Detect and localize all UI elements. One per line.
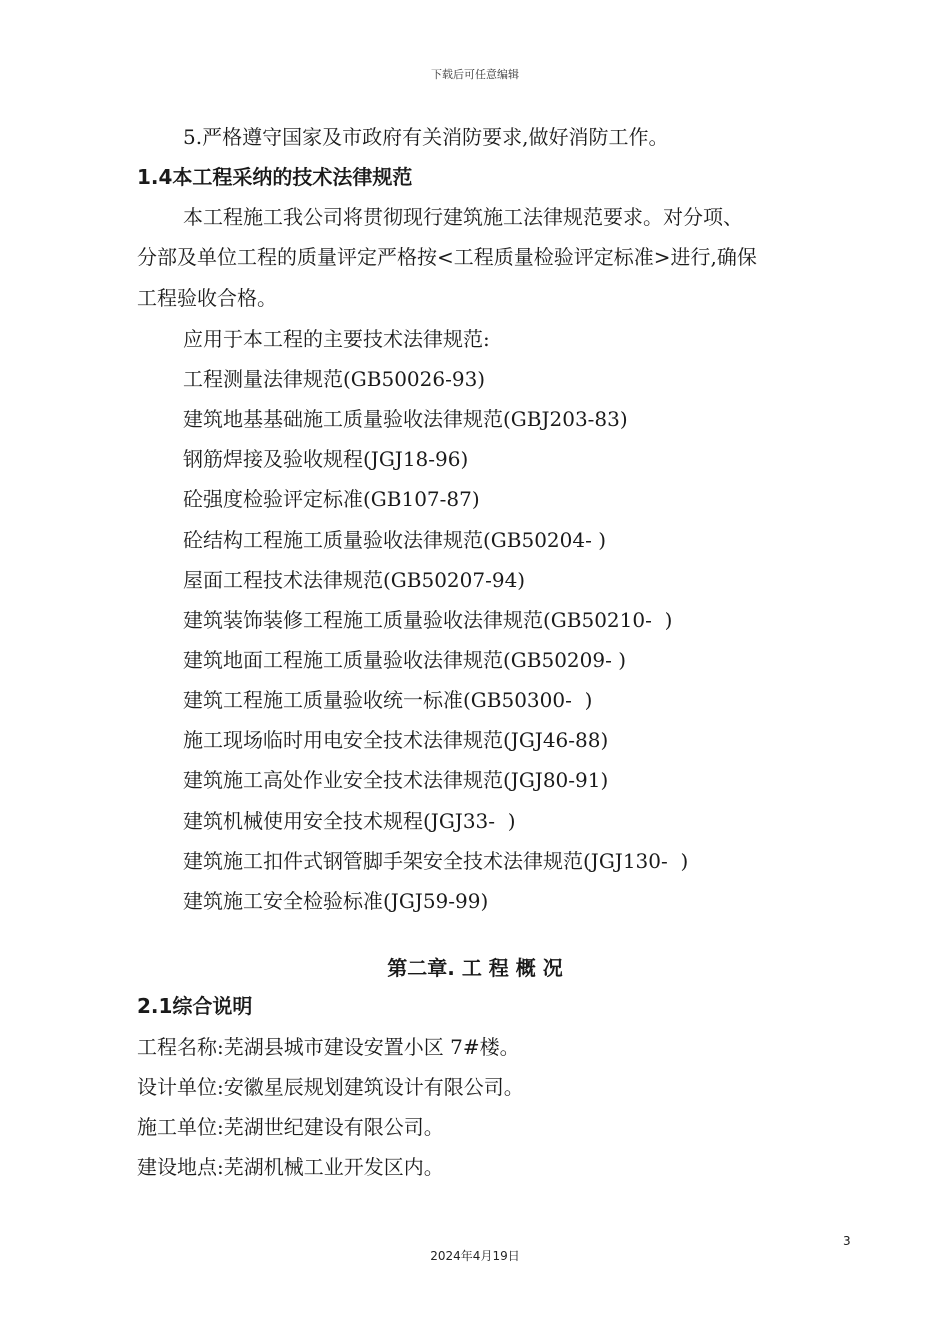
project-name-line: 工程名称:芜湖县城市建设安置小区 7#楼。 [137,1035,520,1059]
chapter-title: 第二章. 工 程 概 况 [387,956,563,980]
section-1-4-heading: 1.4本工程采纳的技术法律规范 [137,165,413,189]
standard-item: 工程测量法律规范(GB50026-93) [183,367,486,391]
section-1-4-paragraph-line-2: 分部及单位工程的质量评定严格按<工程质量检验评定标准>进行,确保 [137,245,757,269]
section-2-1-heading: 2.1综合说明 [137,994,253,1018]
standard-item: 屋面工程技术法律规范(GB50207-94) [183,568,526,592]
page-header: 下载后可任意编辑 [431,68,519,81]
intro-item: 5.严格遵守国家及市政府有关消防要求,做好消防工作。 [183,125,669,149]
standard-item: 建筑施工扣件式钢管脚手架安全技术法律规范(JGJ130- ) [183,849,689,873]
page-number: 3 [843,1234,851,1248]
standard-item: 施工现场临时用电安全技术法律规范(JGJ46-88) [183,728,609,752]
standards-list-intro: 应用于本工程的主要技术法律规范: [183,327,490,351]
section-1-4-paragraph-line-3: 工程验收合格。 [137,286,277,310]
standard-item: 建筑装饰装修工程施工质量验收法律规范(GB50210- ) [183,608,673,632]
standard-item: 建筑机械使用安全技术规程(JGJ33- ) [183,809,516,833]
standard-item: 砼强度检验评定标准(GB107-87) [183,487,480,511]
design-unit-line: 设计单位:安徽星辰规划建筑设计有限公司。 [137,1075,524,1099]
footer-date: 2024年4月19日 [430,1249,520,1263]
standard-item: 建筑地面工程施工质量验收法律规范(GB50209- ) [183,648,627,672]
standard-item: 建筑工程施工质量验收统一标准(GB50300- ) [183,688,593,712]
standard-item: 钢筋焊接及验收规程(JGJ18-96) [183,447,469,471]
standard-item: 建筑施工安全检验标准(JGJ59-99) [183,889,489,913]
standard-item: 建筑地基基础施工质量验收法律规范(GBJ203-83) [183,407,628,431]
section-1-4-paragraph-line-1: 本工程施工我公司将贯彻现行建筑施工法律规范要求。对分项、 [183,205,743,229]
standard-item: 建筑施工高处作业安全技术法律规范(JGJ80-91) [183,768,609,792]
standard-item: 砼结构工程施工质量验收法律规范(GB50204- ) [183,528,607,552]
construction-unit-line: 施工单位:芜湖世纪建设有限公司。 [137,1115,444,1139]
construction-site-line: 建设地点:芜湖机械工业开发区内。 [137,1155,444,1179]
